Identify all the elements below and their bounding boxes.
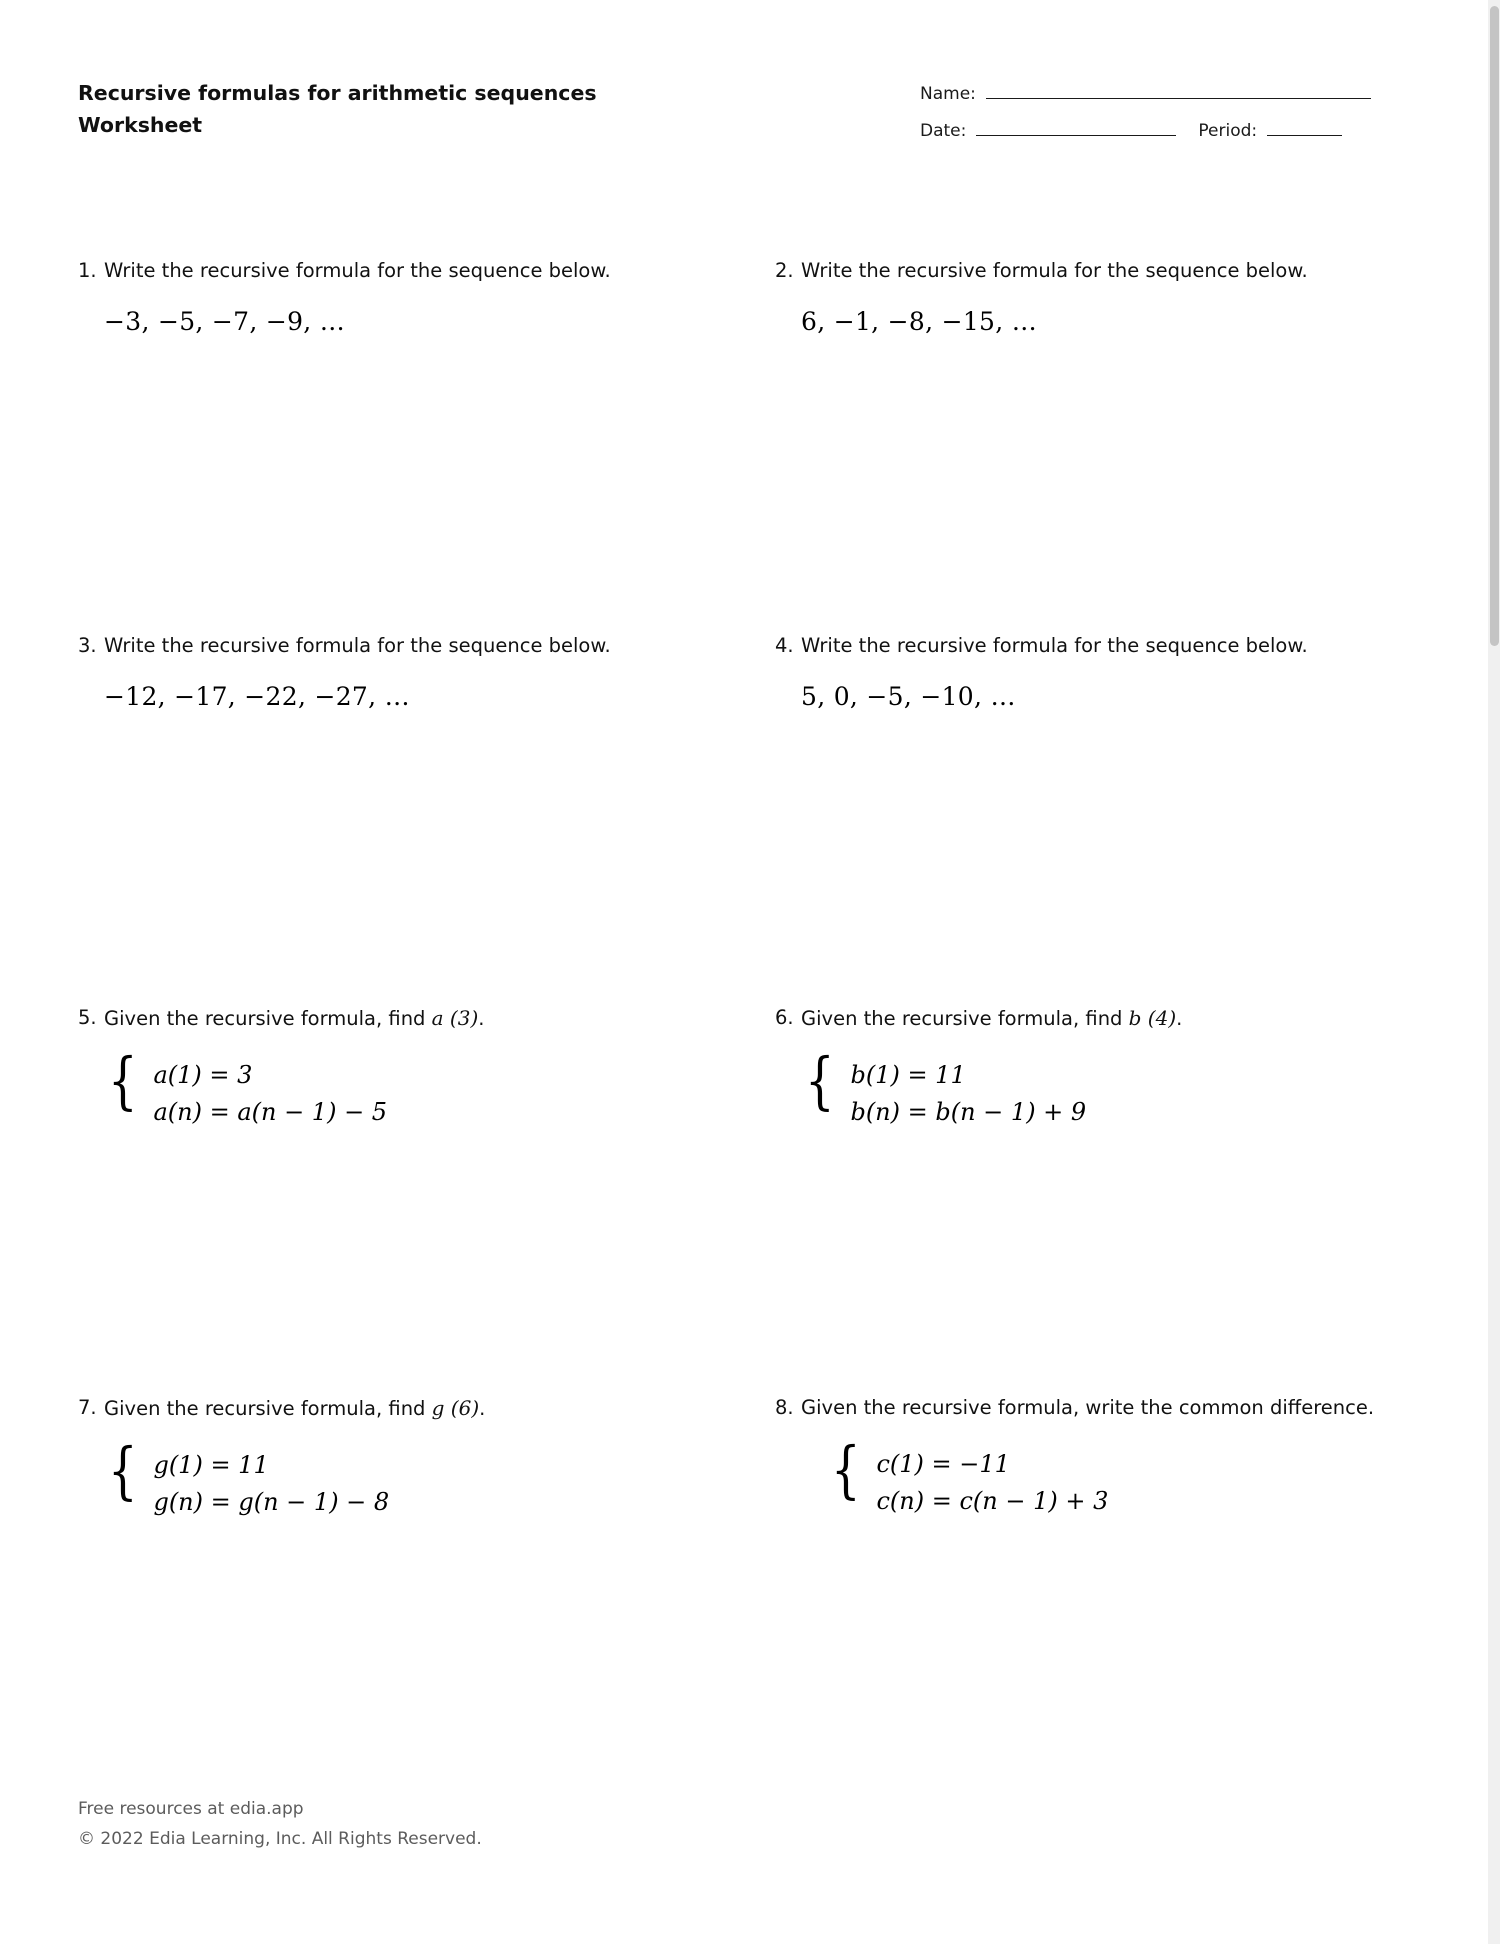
- problem-5: [78, 1002, 678, 1131]
- period-label: Period:: [1198, 121, 1258, 141]
- problem-1-prompt-text: Write the recursive formula for the sequence below.: [104, 259, 611, 282]
- problem-5-system-line1: a(1) = 3: [153, 1060, 253, 1089]
- problem-8-system-lines: [872, 1446, 1108, 1520]
- problem-6: [775, 1002, 1375, 1131]
- problem-3-number: 3.: [78, 634, 97, 657]
- problem-2: [775, 255, 1375, 336]
- problem-5-prompt-text: [104, 1002, 678, 1035]
- date-input-line[interactable]: [976, 135, 1176, 136]
- problem-1: [78, 255, 678, 336]
- name-input-line[interactable]: [986, 98, 1371, 99]
- problem-7-system-line2: g(n) = g(n − 1) − 8: [153, 1487, 390, 1516]
- left-brace-icon: {: [108, 1433, 138, 1507]
- problem-4: [775, 630, 1375, 711]
- problem-5-prompt: [78, 1002, 678, 1035]
- student-info-block: [920, 84, 1400, 158]
- problem-6-prompt-prefix: Given the recursive formula, find: [801, 1007, 1123, 1030]
- problem-3-prompt: [78, 630, 678, 662]
- problem-8: [775, 1392, 1375, 1520]
- problem-7-prompt-text: [104, 1392, 678, 1425]
- problem-5-prompt-math: a (3): [431, 1006, 479, 1030]
- name-row: [920, 84, 1400, 104]
- problem-5-system: [108, 1043, 678, 1131]
- problem-7-prompt-prefix: Given the recursive formula, find: [104, 1397, 426, 1420]
- problem-8-prompt: [775, 1392, 1375, 1424]
- problem-1-prompt: [78, 255, 678, 287]
- problem-grid: [0, 255, 1488, 1722]
- problem-7-system-lines: [149, 1447, 389, 1521]
- problem-2-sequence: 6, −1, −8, −15, …: [801, 306, 1038, 336]
- scrollbar[interactable]: [1488, 0, 1500, 1944]
- footer: [78, 1795, 482, 1855]
- problem-7-prompt: [78, 1392, 678, 1425]
- problem-row-2: [0, 630, 1488, 1002]
- problem-3: [78, 630, 678, 711]
- problem-8-system-line2: c(n) = c(n − 1) + 3: [876, 1486, 1109, 1515]
- problem-8-prompt-text: Given the recursive formula, write the common difference.: [801, 1396, 1375, 1419]
- name-label: Name:: [920, 84, 976, 104]
- problem-5-system-lines: [149, 1057, 387, 1131]
- period-input-line[interactable]: [1267, 135, 1342, 136]
- problem-5-number: 5.: [78, 1006, 97, 1029]
- problem-8-system: [831, 1432, 1375, 1520]
- problem-3-prompt-text: Write the recursive formula for the sequence below.: [104, 634, 611, 657]
- problem-2-number: 2.: [775, 259, 794, 282]
- scrollbar-thumb[interactable]: [1490, 6, 1499, 646]
- date-label: Date:: [920, 121, 967, 141]
- problem-row-1: [0, 255, 1488, 630]
- problem-2-prompt: [775, 255, 1375, 287]
- problem-3-sequence: −12, −17, −22, −27, …: [104, 681, 410, 711]
- left-brace-icon: {: [831, 1432, 861, 1506]
- date-period-row: [920, 121, 1400, 141]
- problem-4-prompt: [775, 630, 1375, 662]
- problem-1-number: 1.: [78, 259, 97, 282]
- left-brace-icon: {: [108, 1043, 138, 1117]
- problem-6-system-lines: [846, 1057, 1086, 1131]
- problem-7-prompt-suffix: .: [479, 1397, 486, 1420]
- problem-4-sequence: 5, 0, −5, −10, …: [801, 681, 1016, 711]
- page-title-line2: Worksheet: [78, 112, 203, 137]
- problem-6-prompt: [775, 1002, 1375, 1035]
- problem-5-prompt-suffix: .: [478, 1007, 485, 1030]
- problem-6-system-line1: b(1) = 11: [850, 1060, 966, 1089]
- problem-6-number: 6.: [775, 1006, 794, 1029]
- page-title-line1: Recursive formulas for arithmetic sequences: [78, 81, 597, 105]
- problem-5-system-line2: a(n) = a(n − 1) − 5: [153, 1097, 388, 1126]
- problem-7-system: [108, 1433, 678, 1521]
- problem-6-prompt-text: [801, 1002, 1375, 1035]
- problem-7-system-line1: g(1) = 11: [153, 1450, 269, 1479]
- problem-6-system-line2: b(n) = b(n − 1) + 9: [850, 1097, 1087, 1126]
- problem-7: [78, 1392, 678, 1521]
- problem-6-prompt-suffix: .: [1176, 1007, 1183, 1030]
- problem-8-number: 8.: [775, 1396, 794, 1419]
- problem-1-sequence: −3, −5, −7, −9, …: [104, 306, 346, 336]
- problem-6-prompt-math: b (4): [1128, 1006, 1177, 1030]
- problem-row-3: [0, 1002, 1488, 1392]
- problem-2-prompt-text: Write the recursive formula for the sequence below.: [801, 259, 1308, 282]
- footer-resources-line[interactable]: Free resources at edia.app: [78, 1799, 304, 1819]
- problem-7-number: 7.: [78, 1396, 97, 1419]
- page-title: [78, 78, 698, 142]
- problem-8-system-line1: c(1) = −11: [876, 1449, 1010, 1478]
- problem-6-system: [805, 1043, 1375, 1131]
- problem-5-prompt-prefix: Given the recursive formula, find: [104, 1007, 426, 1030]
- problem-row-4: [0, 1392, 1488, 1722]
- left-brace-icon: {: [805, 1043, 835, 1117]
- problem-4-prompt-text: Write the recursive formula for the sequence below.: [801, 634, 1308, 657]
- problem-4-number: 4.: [775, 634, 794, 657]
- footer-copyright-line: © 2022 Edia Learning, Inc. All Rights Reserved.: [78, 1828, 482, 1849]
- problem-7-prompt-math: g (6): [431, 1396, 480, 1420]
